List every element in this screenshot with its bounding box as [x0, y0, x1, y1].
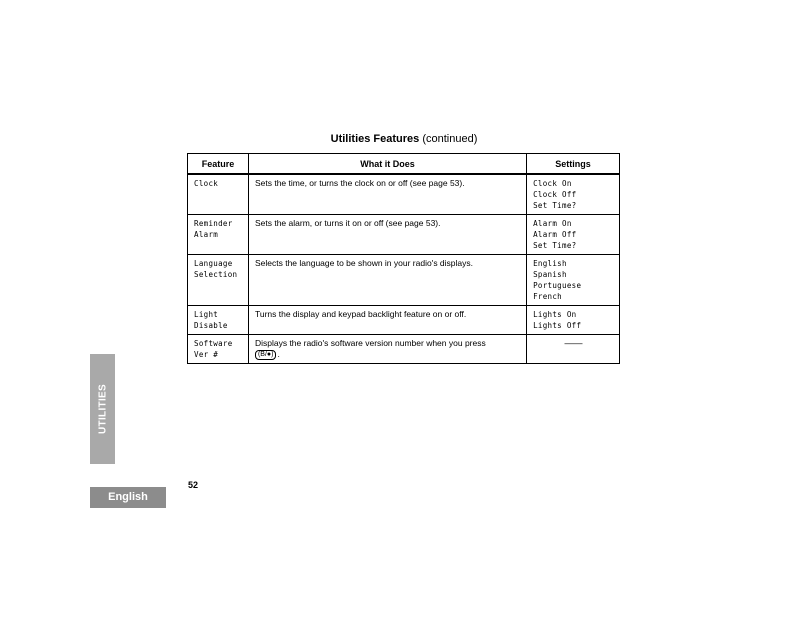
feature-text: Alarm: [194, 230, 219, 239]
setting-option: Set Time?: [533, 201, 577, 210]
setting-option: Clock On: [533, 179, 572, 188]
setting-option: Portuguese: [533, 281, 582, 290]
table-row: [188, 306, 620, 335]
table-row: [188, 255, 620, 306]
settings-dash: ——: [564, 338, 583, 348]
setting-option: Set Time?: [533, 241, 577, 250]
description-cell: Selects the language to be shown in your radio's displays.: [248, 255, 526, 306]
feature-text: Light: [194, 310, 219, 319]
title-bold: Utilities Features: [330, 133, 420, 145]
settings-cell: [527, 174, 620, 215]
header-what-it-does: What it Does: [248, 154, 526, 175]
section-side-tab: [90, 354, 115, 464]
settings-cell: [527, 255, 620, 306]
feature-cell: [188, 306, 249, 335]
description-cell: Sets the alarm, or turns it on or off (see page 53).: [248, 215, 526, 255]
settings-cell: [527, 215, 620, 255]
setting-option: Alarm Off: [533, 230, 577, 239]
page-number: 52: [188, 480, 199, 490]
feature-text: Language: [194, 259, 233, 268]
setting-option: Spanish: [533, 270, 567, 279]
header-settings: Settings: [527, 154, 620, 175]
table-row: [188, 215, 620, 255]
table-row: [188, 174, 620, 215]
feature-cell: [188, 255, 249, 306]
language-tab: English: [90, 487, 166, 508]
feature-cell: [188, 215, 249, 255]
description-cell: Sets the time, or turns the clock on or off (see page 53).: [248, 174, 526, 215]
title-suffix: (continued): [422, 133, 478, 145]
description-cell: [248, 335, 526, 364]
feature-cell: [188, 174, 249, 215]
table-header-row: [188, 154, 620, 175]
table-row: [188, 335, 620, 364]
feature-cell: [188, 335, 249, 364]
description-cell: Turns the display and keypad backlight feature on or off.: [248, 306, 526, 335]
setting-option: Lights Off: [533, 321, 582, 330]
feature-text: Software: [194, 339, 233, 348]
setting-option: English: [533, 259, 567, 268]
setting-option: Lights On: [533, 310, 577, 319]
feature-text: Clock: [194, 179, 219, 188]
settings-cell: [527, 335, 620, 364]
description-end: .: [277, 349, 280, 359]
setting-option: French: [533, 292, 563, 301]
feature-text: Ver #: [194, 350, 219, 359]
settings-cell: [527, 306, 620, 335]
setting-option: Clock Off: [533, 190, 577, 199]
description-text: Displays the radio's software version number when you press: [254, 338, 486, 348]
page-title: [188, 133, 620, 145]
feature-text: Disable: [194, 321, 228, 330]
features-table: [187, 153, 620, 364]
section-side-tab-label: UTILITIES: [97, 384, 108, 434]
header-feature: Feature: [188, 154, 249, 175]
feature-text: Reminder: [194, 219, 233, 228]
menu-key-icon: (B/●): [255, 350, 277, 360]
setting-option: Alarm On: [533, 219, 572, 228]
feature-text: Selection: [194, 270, 238, 279]
